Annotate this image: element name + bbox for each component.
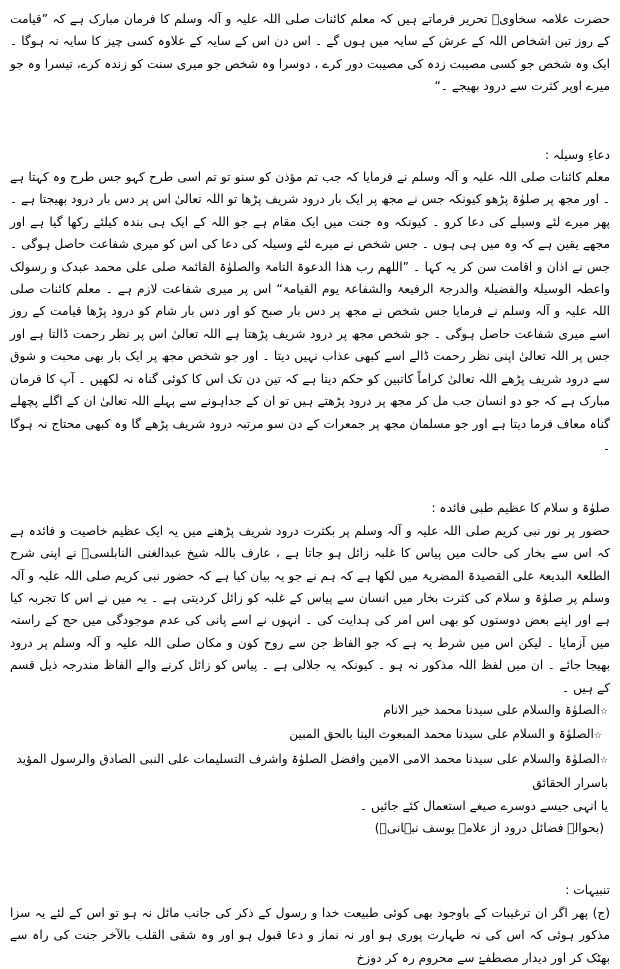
document-page xyxy=(10,8,610,965)
section-heading-dua-wasila: دعاءِ وسیلہ : xyxy=(545,147,610,162)
note-line: یا انہی جیسے دوسرے صیغے استعمال کئے جائیں ۔ xyxy=(360,798,608,813)
reference-line: (بحوالہ فضائل درود از علامہ یوسف نبہانیؒ) xyxy=(374,821,604,835)
section-paragraph-warnings: (ج) پھر اگر ان ترغیبات کے باوجود بھی کوئی طبیعت خدا و رسول کے ذکر کی جانب مائل نہ ہو تو اس کے لئے یہ سزا مذکور ہوئی کہ اس کی نہ طہارت پوری ہو اور نہ نماز و دعا قبول ہو اور وہ شقی القلب بالآخر جنت کی راہ سے بھٹک کر اور دیدار مصطفےٰ سے محروم رہ کر دوزخ xyxy=(10,905,610,965)
section-heading-medical-benefit: صلوٰۃ و سلام کا عظیم طبی فائدہ : xyxy=(431,501,610,516)
durood-line-2 xyxy=(10,723,610,747)
star-icon: ☆ xyxy=(599,706,608,717)
section-paragraph-medical-benefit: حضور پر نور نبی کریم صلی اللہ علیہ و آلہ وسلم پر بکثرت درود شریف پڑھنے میں یہ ایک عظیم خاصیت و فائدہ ہے کہ اس سے بخار کی حالت میں پیاس کا غلبہ زائل ہو جاتا ہے ، عارف باللہ شیخ عبدالغنی النابلسیؒ نے اپنی شرح الطلعۃ البدیعۃ علی القصیدۃ المضریۃ میں لکھا ہے کہ ہم نے جو یہ بیان کیا ہے کہ حضور نبی کریم صلی اللہ علیہ و آلہ وسلم پر صلوٰۃ و سلام کی کثرت بخار میں انسان سے پیاس کے غلبہ کو زائل کردیتی ہے ۔ یہ میں نے اس کا تجربہ کیا ہے اور اپنے بعض دوستوں کو بھی اس امر کی ہدایت کی ۔ انہوں نے اسے پانی کی عدم موجودگی میں حج کے راستہ میں آزمایا ۔ لیکن اس میں شرط یہ ہے کہ جو الفاظ جن سے روح کون و مکان صلی اللہ علیہ و آلہ وسلم پر درود بھیجا جائے ۔ ان میں لفظ اللہ مذکور نہ ہو ۔ کیونکہ یہ جلالی ہے ۔ پیاس کو زائل کرنے والے الفاظ مندرجہ ذیل قسم کے ہیں ۔ xyxy=(10,523,610,695)
spacer xyxy=(10,98,610,144)
star-icon: ☆ xyxy=(593,731,602,742)
durood-text: الصلوٰۃ و السلام علی سیدنا محمد المبعوث الینا بالحق المبین xyxy=(289,727,594,742)
durood-line-1 xyxy=(10,699,610,723)
durood-text: الصلوٰۃ والسلام علی سیدنا محمد خیر الانام xyxy=(383,702,600,717)
durood-line-3 xyxy=(10,748,610,795)
spacer xyxy=(10,457,610,497)
star-icon: ☆ xyxy=(599,755,608,766)
durood-text: الصلوٰۃ والسلام علی سیدنا محمد الامی الامین وافضل الصلوٰۃ واشرف التسلیمات علی النبی الصادق والرسول المؤید باسرار الحقائق xyxy=(16,751,608,791)
section-heading-warnings: تنبیہات : xyxy=(565,883,610,898)
spacer xyxy=(10,839,610,879)
intro-paragraph: حضرت علامہ سخاویؒ تحریر فرماتے ہیں کہ معلم کائنات صلی اللہ علیہ و آلہ وسلم کا فرمان مبارک ہے کہ ”قیامت کے روز تین اشخاص اللہ کے عرش کے سایہ میں ہوں گے ۔ اس دن اس کے سایہ کے علاوہ کسی چیز کا سایہ نہ ہوگا ۔ ایک وہ شخص جو کسی مصیبت زدہ کی مصیبت دور کرے ، دوسرا وہ شخص جو میری سنت کو زندہ کرے، تیسرا وہ جو میرے اوپر کثرت سے درود بھیجے ۔“ xyxy=(10,12,610,94)
section-paragraph-dua-wasila: معلم کائنات صلی اللہ علیہ و آلہ وسلم نے فرمایا کہ جب تم مؤذن کو سنو تو تم اسی طرح کہو جس طرح وہ کہتا ہے ۔ اور مجھ پر صلوٰۃ پڑھو کیونکہ جس نے مجھ پر ایک بار درود شریف پڑھا تو اللہ تعالیٰ اس پر دس بار درود بھیجتا ہے ۔ پھر میرے لئے وسیلے کی دعا کرو ۔ کیونکہ وہ جنت میں ایک مقام ہے جو اللہ کے ایک ہی بندہ کیلئے رکھا گیا ہے اور مجھے یقین ہے کہ وہ میں ہی ہوں ۔ جس شخص نے میرے لئے وسیلہ کی دعا کی اس کو میری شفاعت حاصل ہوگی ۔ جس نے اذان و اقامت سن کر یہ کہا ۔ ”اللھم رب ھذا الدعوۃ التامۃ والصلوٰۃ القائمۃ صلی علی محمد عبدک و رسولک واعطہ الوسیلۃ والفضیلۃ والدرجۃ الرفیعۃ والشفاعۃ یوم القیامۃ“ اس پر میری شفاعت لازم ہے ۔ معلم کائنات صلی اللہ علیہ و آلہ وسلم نے فرمایا جس شخص نے مجھ پر دس بار صبح کو اور دس بار شام کو درود پڑھا قیامت کے روز اسے میری شفاعت حاصل ہوگی ۔ جو شخص مجھ پر درود شریف پڑھتا ہے اللہ تعالیٰ اس پر نظر رحمت ڈالتا ہے اور جس پر اللہ تعالیٰ اپنی نظر رحمت ڈالے اسے کبھی عذاب نہیں دیتا ۔ اور جو شخص مجھ پر ایک بار بھی محبت و شوق سے درود شریف پڑھے اللہ تعالیٰ کراماً کاتبین کو حکم دیتا ہے کہ تین دن تک اس کا کوئی گناہ نہ لکھیں ۔ آپ کا فرمان مبارک ہے کہ جو دو انسان جب مل کر مجھ پر درود پڑھتے ہیں تو ان کے جداہونے سے پہلے اللہ تعالیٰ ان کے اگلے پچھلے گناہ معاف فرما دیتا ہے اور جو مسلمان مجھ پر جمعرات کے دن سو مرتبہ درود شریف پڑھے گا وہ کبھی محتاج نہ ہوگا ۔ xyxy=(10,170,610,453)
